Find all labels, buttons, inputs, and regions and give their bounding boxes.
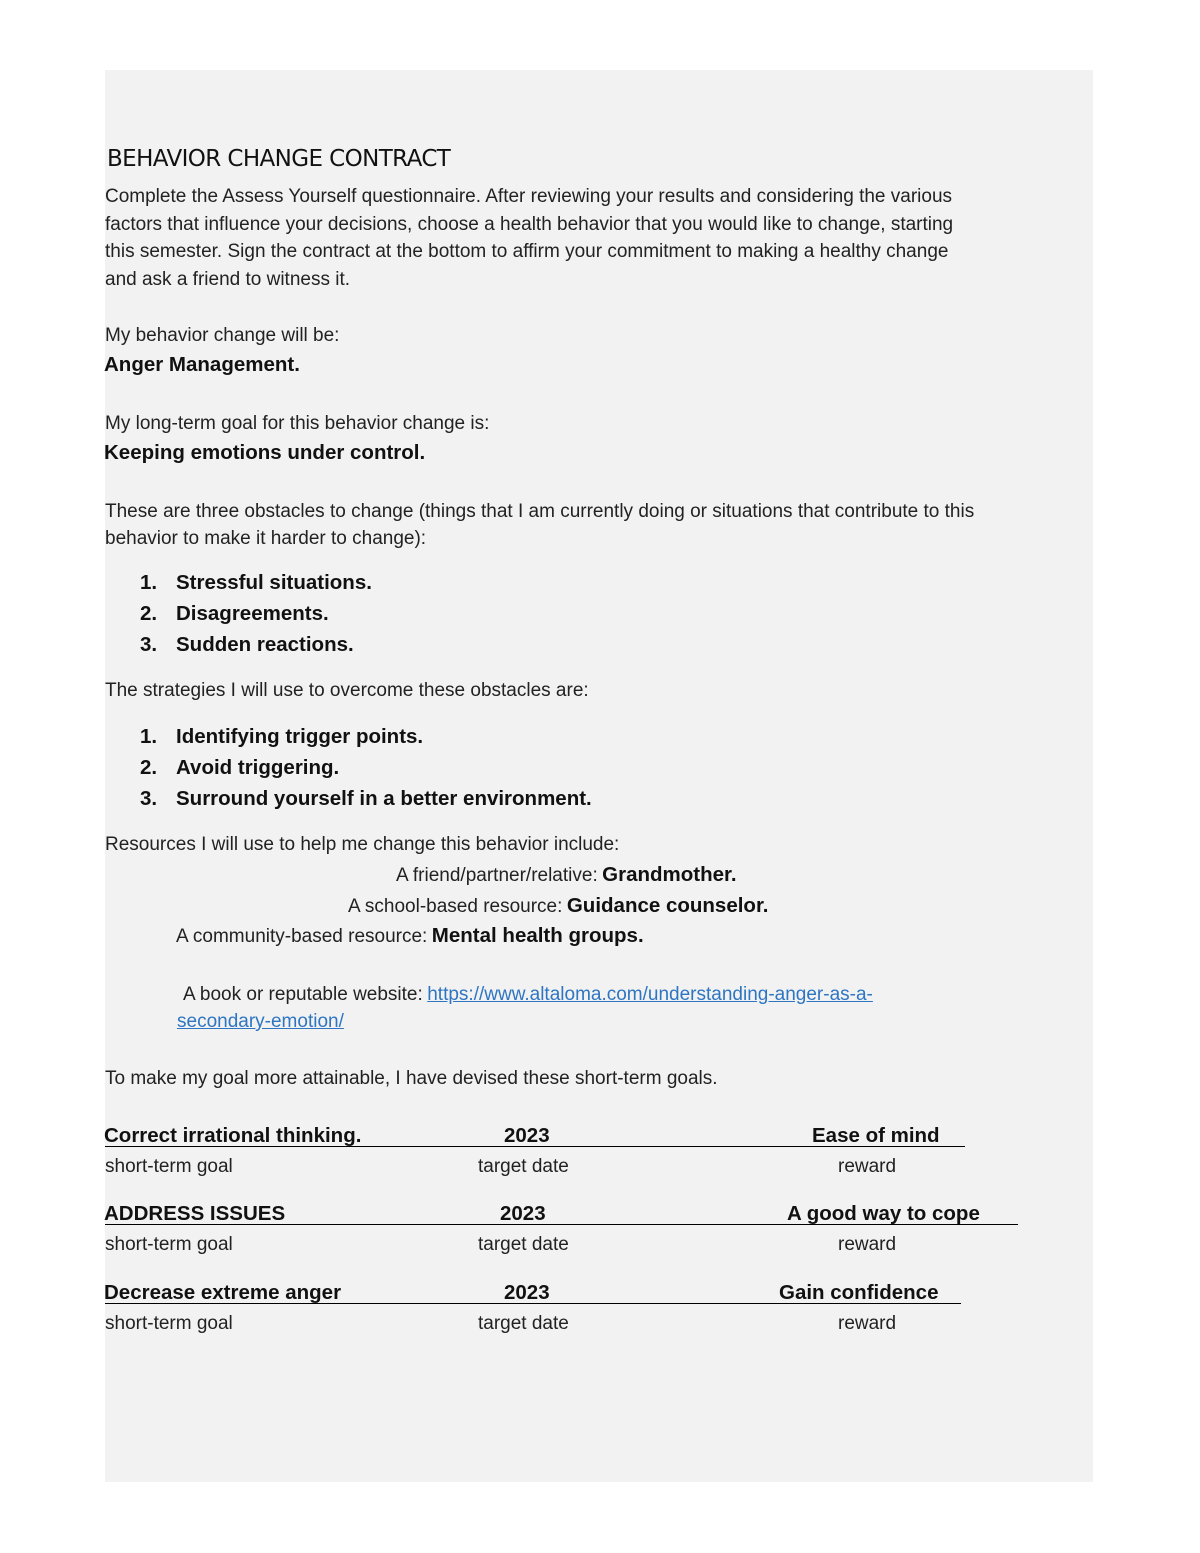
obstacles-label-line: behavior to make it harder to change): <box>105 528 427 549</box>
resource-community-label: A community-based resource: <box>176 926 428 947</box>
behavior-value: Anger Management. <box>104 353 300 376</box>
resource-friend-value: Grandmother. <box>602 863 737 886</box>
document-title: BEHAVIOR CHANGE CONTRACT <box>107 146 451 172</box>
reward: Gain confidence <box>779 1281 939 1304</box>
caption-date: target date <box>478 1234 569 1255</box>
caption-date: target date <box>478 1156 569 1177</box>
resource-school <box>348 894 769 918</box>
caption-date: target date <box>478 1313 569 1334</box>
obstacle-number: 3. <box>140 633 158 656</box>
strategy-item: Identifying trigger points. <box>176 725 424 748</box>
reward: A good way to cope <box>787 1202 980 1225</box>
strategy-number: 1. <box>140 725 158 748</box>
target-date: 2023 <box>504 1281 550 1304</box>
obstacle-item: Sudden reactions. <box>176 633 354 656</box>
obstacles-label-line: These are three obstacles to change (things that I am currently doing or situations that contribute to this <box>105 501 975 522</box>
short-term-goal: Decrease extreme anger <box>104 1281 342 1304</box>
obstacle-item: Stressful situations. <box>176 571 372 594</box>
strategy-item: Surround yourself in a better environment. <box>176 787 592 810</box>
intro-line: and ask a friend to witness it. <box>105 268 351 290</box>
short-term-goal: Correct irrational thinking. <box>104 1124 362 1147</box>
intro-paragraph <box>105 183 1095 293</box>
resource-website <box>183 984 873 1006</box>
reward: Ease of mind <box>812 1124 940 1147</box>
caption-goal: short-term goal <box>105 1234 233 1255</box>
obstacle-number: 2. <box>140 602 158 625</box>
short-term-goal: ADDRESS ISSUES <box>104 1202 286 1225</box>
target-date: 2023 <box>504 1124 550 1147</box>
resource-website-label: A book or reputable website: <box>183 984 423 1005</box>
resource-community-value: Mental health groups. <box>431 924 644 947</box>
strategy-number: 2. <box>140 756 158 779</box>
short-term-intro: To make my goal more attainable, I have devised these short-term goals. <box>105 1068 718 1089</box>
strategy-number: 3. <box>140 787 158 810</box>
resource-friend-label: A friend/partner/relative: <box>396 865 598 886</box>
long-term-goal-value: Keeping emotions under control. <box>104 441 426 464</box>
behavior-label: My behavior change will be: <box>105 325 340 346</box>
caption-reward: reward <box>838 1156 897 1177</box>
caption-goal: short-term goal <box>105 1313 233 1334</box>
resource-friend <box>396 863 737 887</box>
strategies-label: The strategies I will use to overcome these obstacles are: <box>105 680 589 701</box>
caption-goal: short-term goal <box>105 1156 233 1177</box>
intro-line: Complete the Assess Yourself questionnaire. After reviewing your results and considering the various <box>105 186 953 207</box>
resource-website-link[interactable]: https://www.altaloma.com/understanding-anger-as-a- <box>427 984 873 1005</box>
resource-website-link-continued[interactable]: secondary-emotion/ <box>177 1011 344 1032</box>
obstacle-number: 1. <box>140 571 158 594</box>
caption-reward: reward <box>838 1313 897 1334</box>
obstacle-item: Disagreements. <box>176 602 329 625</box>
intro-line: factors that influence your decisions, choose a health behavior that you would like to change, starting <box>105 213 954 235</box>
intro-line: this semester. Sign the contract at the bottom to affirm your commitment to making a healthy change <box>105 241 949 262</box>
resource-school-value: Guidance counselor. <box>566 894 769 917</box>
caption-reward: reward <box>838 1234 897 1255</box>
resource-school-label: A school-based resource: <box>348 896 563 917</box>
strategy-item: Avoid triggering. <box>176 756 340 779</box>
long-term-goal-label: My long-term goal for this behavior change is: <box>105 413 490 434</box>
resource-community <box>176 924 644 948</box>
target-date: 2023 <box>500 1202 546 1225</box>
resources-label: Resources I will use to help me change this behavior include: <box>105 834 620 855</box>
